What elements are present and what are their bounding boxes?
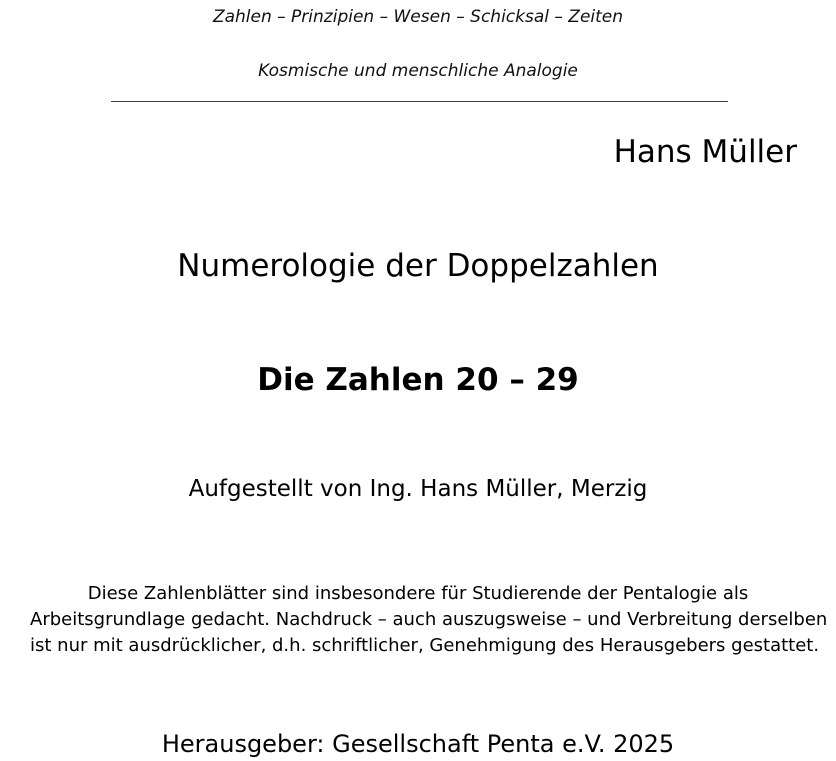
document-subtitle: Die Zahlen 20 – 29 [257,362,579,398]
copyright-notice [30,581,828,659]
publisher: Herausgeber: Gesellschaft Penta e.V. 2025 [161,730,675,758]
header-subtitle: Kosmische und menschliche Analogie [258,61,578,81]
document-title: Numerologie der Doppelzahlen [177,248,659,284]
notice-line: Arbeitsgrundlage gedacht. Nachdruck – auch auszugsweise – und Verbreitung derselben [30,609,828,630]
header-divider [111,101,728,102]
author-name: Hans Müller [613,134,797,170]
notice-line: Diese Zahlenblätter sind insbesondere für Studierende der Pentalogie als [87,583,749,604]
compiled-by: Aufgestellt von Ing. Hans Müller, Merzig [188,476,648,502]
notice-line: ist nur mit ausdrücklicher, d.h. schriftlicher, Genehmigung des Herausgebers gestattet. [30,635,820,656]
header-topics: Zahlen – Prinzipien – Wesen – Schicksal – Zeiten [212,7,624,27]
